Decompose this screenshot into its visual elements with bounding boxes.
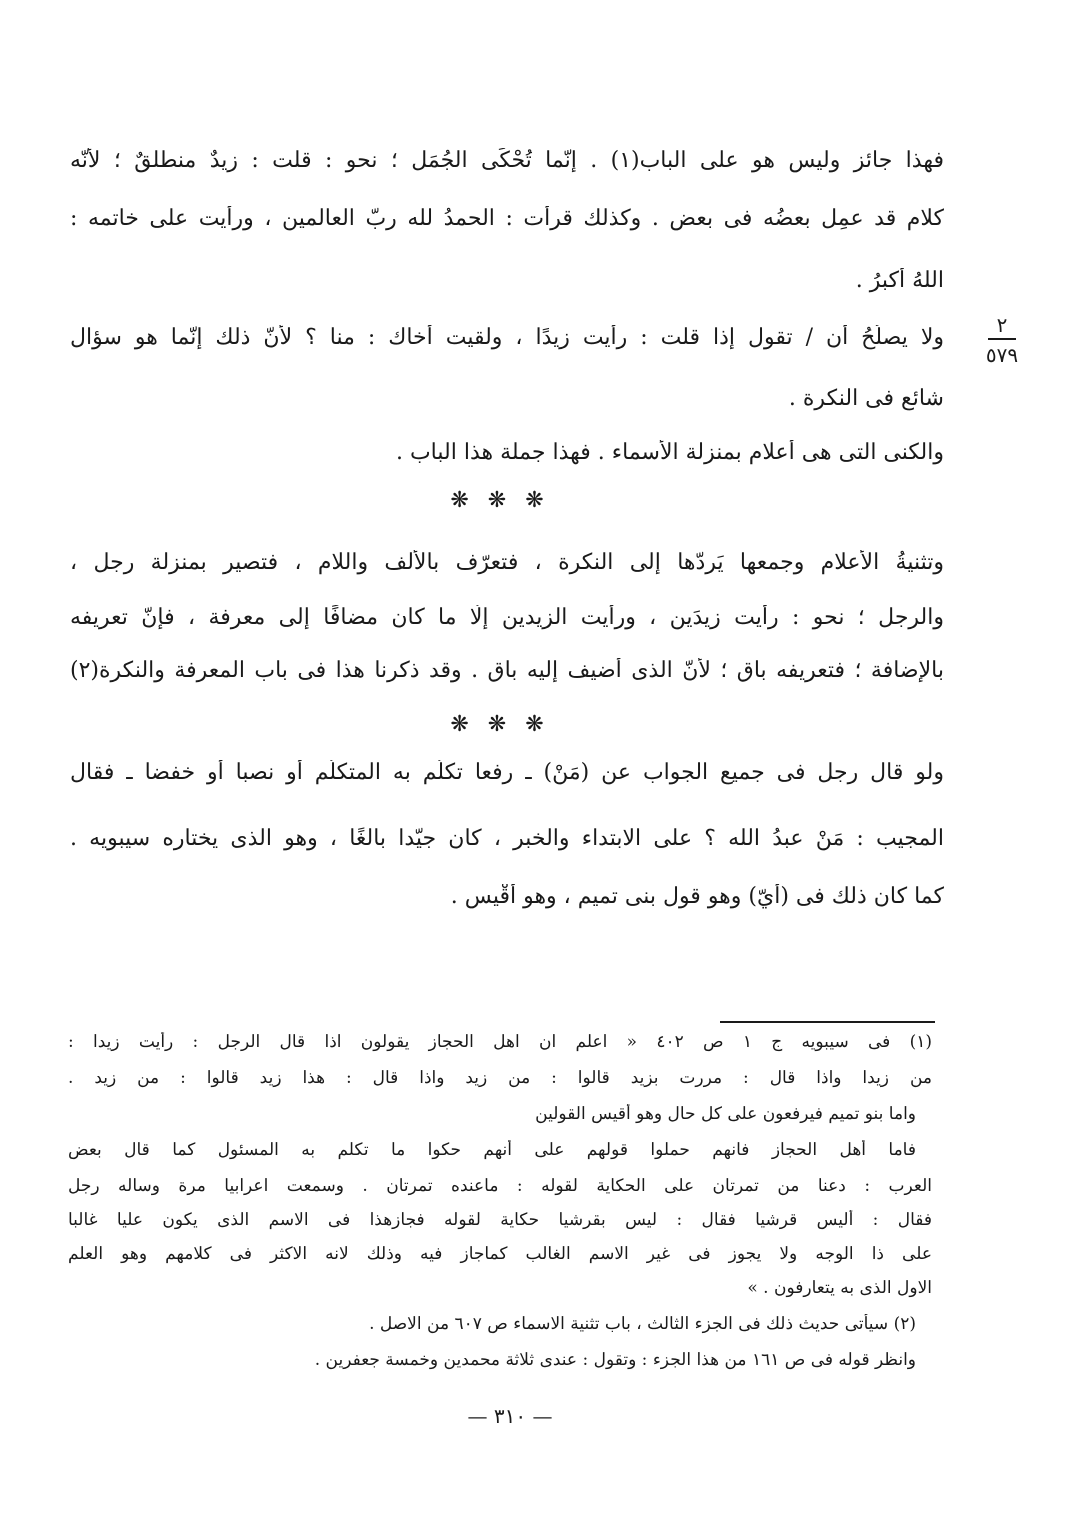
body-line: ولا يصلُحُ أن / تقول إذا قلت : رأيت زيدًا ، ولقيت أخاك : منا ؟ لأنّ ذلك إنّما هو سؤال xyxy=(70,325,944,350)
footnote-line: من زيدا واذا قال : مررت بزيد قالوا : من زيد واذا قال : هذا زيد قالوا : من زيد . xyxy=(68,1068,932,1088)
footnote-line: (٢) سيأتى حديث ذلك فى الجزء الثالث ، باب تثنية الاسماء ص ٦٠٧ من الاصل . xyxy=(369,1314,916,1334)
footnote-line: العرب : دعنا من تمرتان على الحكاية لقوله : ماعنده تمرتان . وسمعت اعرابيا مرة وساله رجل xyxy=(68,1176,932,1196)
margin-volume-number: ٢ xyxy=(988,312,1016,340)
body-line: شائع فى النكرة . xyxy=(788,386,944,411)
footnote-line: الاول الذى به يتعارفون . » xyxy=(747,1278,932,1298)
body-line: فهذا جائز وليس هو على الباب(١) . إنّما تُحْكَى الجُمَل ؛ نحو : قلت : زيدٌ منطلقٌ ؛ لأنّه xyxy=(70,148,944,173)
footnote-line: فاما أهل الحجاز فانهم حملوا قولهم على أنهم حكوا ما تكلم به المسئول كما قال بعض xyxy=(68,1140,916,1160)
footnote-line: وانظر قوله فى ص ١٦١ من هذا الجزء : وتقول : عندى ثلاثة محمدين وخمسة جعفرين . xyxy=(314,1350,916,1370)
footnote-line: واما بنو تميم فيرفعون على كل حال وهو أقيس القولين xyxy=(535,1104,916,1124)
body-line: والرجل ؛ نحو : رأيت زيدَين ، ورأيت الزيدين إلّا ما كان مضافًا إلى معرفة ، فإنّ تعريفه xyxy=(70,605,944,630)
body-line: بالإضافة ؛ فتعريفه باق ؛ لأنّ الذى أضيف إليه باقٍ . وقد ذكرنا هذا فى باب المعرفة والنكرة(٢) xyxy=(70,658,944,683)
margin-reference xyxy=(972,312,1032,370)
margin-page-number: ٥٧٩ xyxy=(985,343,1019,367)
body-line: كما كان ذلك فى (أيّ) وهو قول بنى تميم ، وهو أقْيس . xyxy=(450,884,944,909)
footnote-rule xyxy=(720,1021,935,1023)
footnote-line: على ذا الوجه ولا يجوز فى غير الاسم الغالب كماجاز فيه وذلك لانه الاكثر فى كلامهم وهو العلم xyxy=(68,1244,932,1264)
body-line: وتثنيةُ الأعلام وجمعها يَردّها إلى النكرة ، فتعرّف بالألف واللام ، فتصير بمنزلة رجل ، xyxy=(70,550,944,575)
body-line: كلام قد عمِل بعضُه فى بعض . وكذلك قرأت : الحمدُ لله ربّ العالمين ، ورأيت على خاتمه : xyxy=(70,206,944,231)
section-separator: ❋ ❋ ❋ xyxy=(450,712,550,737)
body-line: والكنى التى هى أعلام بمنزلة الأسماء . فهذا جملة هذا الباب . xyxy=(395,440,944,465)
footnote-line: (١) فى سيبويه ج ١ ص ٤٠٢ « اعلم ان اهل الحجاز يقولون اذا قال الرجل : رأيت زيدا : xyxy=(68,1032,932,1052)
body-line: ولو قال رجل فى جميع الجواب عن (مَنْ) ـ رفعا تكلّم به المتكلّم أو نصبا أو خفضا ـ فقال xyxy=(70,760,944,785)
body-line: المجيب : مَنْ عبدُ الله ؟ على الابتداء والخبر ، كان جيّدا بالغًا ، وهو الذى يختاره سيبويه . xyxy=(70,826,944,851)
footnote-line: فقال : أليس قرشيا فقال : ليس بقرشيا حكاية لقوله فجازهذا فى الاسم الذى يكون عليا غالبا xyxy=(68,1210,932,1230)
body-line: اللهُ أكبرُ . xyxy=(855,268,944,293)
page-number: — ٣١٠ — xyxy=(467,1404,553,1428)
section-separator: ❋ ❋ ❋ xyxy=(450,488,550,513)
